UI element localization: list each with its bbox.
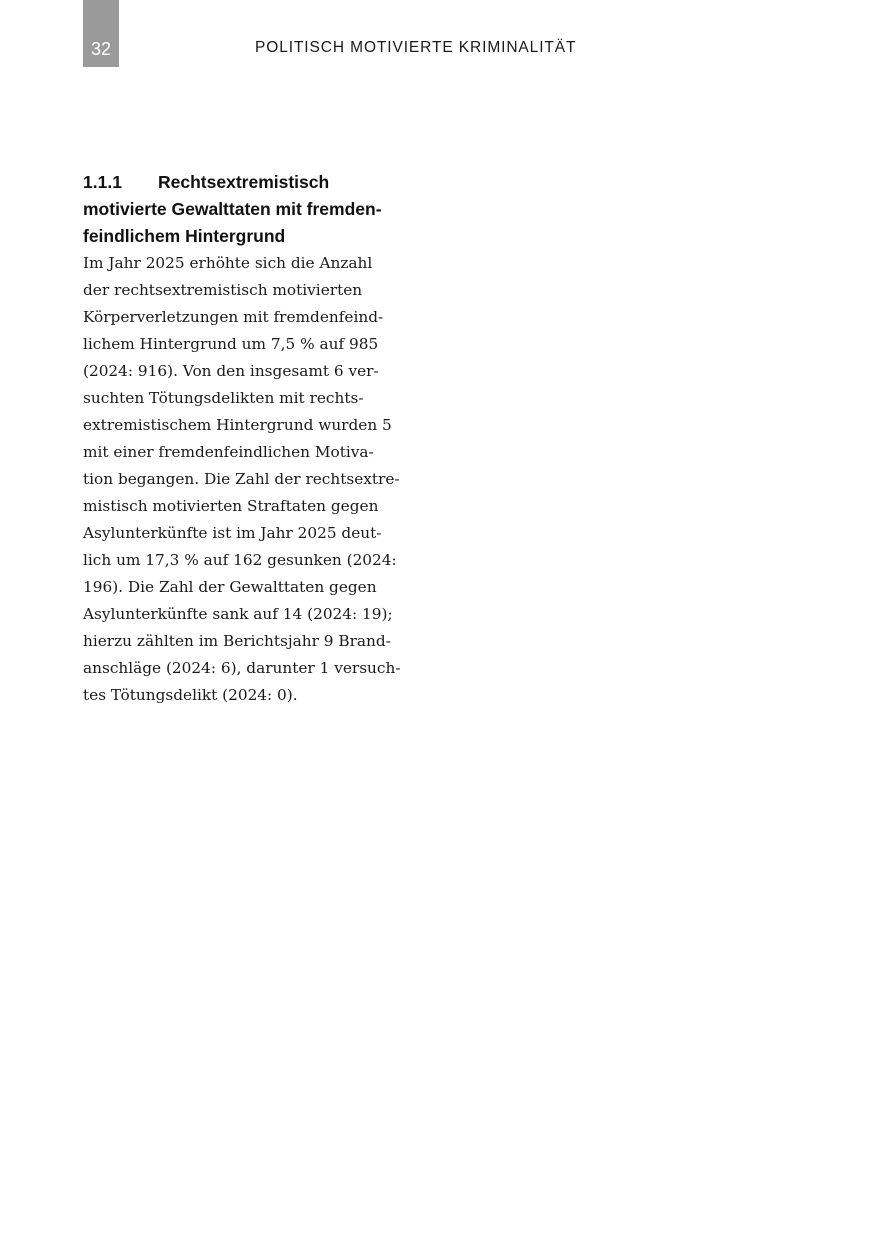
body-text-line: tes Tötungsdelikt (2024: 0). [83, 686, 298, 704]
body-text-line: mistisch motivierten Straftaten gegen [83, 497, 379, 515]
body-text-line: Asylunterkünfte sank auf 14 (2024: 19); [83, 605, 393, 623]
page-number-tab [83, 0, 119, 67]
running-header: POLITISCH MOTIVIERTE KRIMINALITÄT [255, 39, 577, 56]
body-text-line: (2024: 916). Von den insgesamt 6 ver- [83, 362, 379, 380]
body-text-line: Asylunterkünfte ist im Jahr 2025 deut- [83, 524, 382, 542]
body-text-line: tion begangen. Die Zahl der rechtsextre- [83, 470, 400, 488]
page-number: 32 [90, 39, 112, 59]
section-heading-line [83, 169, 418, 196]
body-text-line: Im Jahr 2025 erhöhte sich die Anzahl [83, 254, 373, 272]
section-heading-line: feindlichem Hintergrund [83, 226, 286, 246]
body-text-line: 196). Die Zahl der Gewalttaten gegen [83, 578, 377, 596]
body-text-line: mit einer fremdenfeindlichen Motiva- [83, 443, 374, 461]
body-text-line: extremistischem Hintergrund wurden 5 [83, 416, 392, 434]
body-text-line: Körperverletzungen mit fremdenfeind- [83, 308, 384, 326]
section [83, 169, 418, 709]
section-heading-line: motivierte Gewalttaten mit fremden- [83, 199, 382, 219]
body-text-line: lich um 17,3 % auf 162 gesunken (2024: [83, 551, 397, 569]
body-text-line: der rechtsextremistisch motivierten [83, 281, 363, 299]
body-text-line: hierzu zählten im Berichtsjahr 9 Brand- [83, 632, 391, 650]
section-heading-text: Rechtsextremistisch [158, 172, 330, 192]
body-text-line: lichem Hintergrund um 7,5 % auf 985 [83, 335, 379, 353]
body-text-line: suchten Tötungsdelikten mit rechts- [83, 389, 364, 407]
body-text-line: anschläge (2024: 6), darunter 1 versuch- [83, 659, 401, 677]
section-number: 1.1.1 [83, 172, 122, 192]
